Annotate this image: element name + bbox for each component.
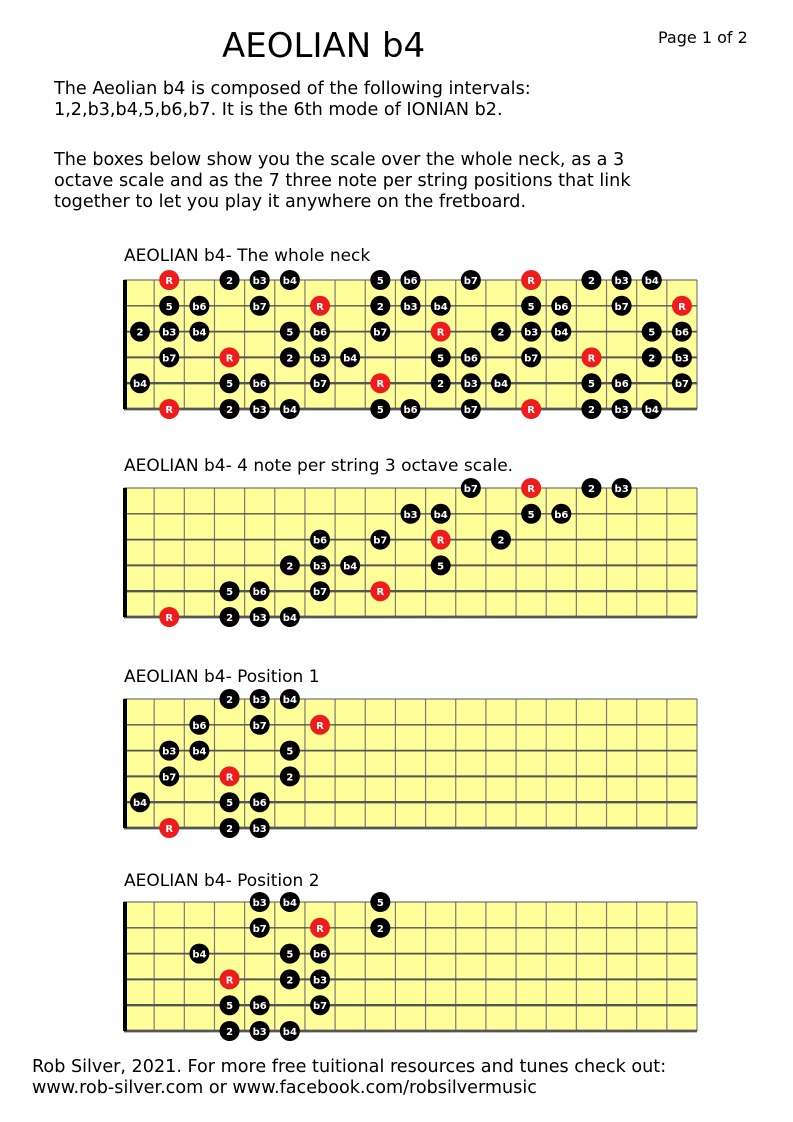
note-label: 5 [587, 379, 595, 391]
note-label: 2 [376, 301, 384, 313]
scale-note-marker [642, 270, 662, 290]
scale-note-marker [642, 347, 662, 367]
note-label: b4 [493, 379, 509, 391]
note-label: b7 [312, 379, 328, 391]
nut [123, 902, 127, 1031]
note-label: b6 [312, 535, 328, 547]
note-label: 5 [527, 509, 535, 521]
note-label: b4 [433, 509, 448, 521]
note-label: b3 [252, 405, 267, 416]
note-label: 5 [226, 587, 234, 599]
note-label: 5 [376, 276, 384, 287]
note-label: b6 [403, 405, 418, 416]
scale-note-marker [642, 399, 662, 419]
scale-note-marker [310, 347, 330, 367]
scale-note-marker [431, 347, 451, 367]
note-label: b3 [312, 353, 328, 365]
note-label: b6 [674, 327, 689, 339]
note-label: 5 [286, 327, 294, 339]
note-label: b6 [192, 301, 207, 313]
scale-note-marker [130, 322, 150, 342]
scale-note-marker [310, 944, 330, 964]
scale-note-marker [521, 322, 541, 342]
fretboard-whole-neck [0, 268, 793, 418]
scale-note-marker [401, 296, 421, 316]
note-label: 2 [648, 353, 656, 365]
note-label: R [527, 484, 535, 495]
scale-note-marker [521, 504, 541, 524]
scale-note-marker [340, 555, 360, 575]
note-label: b6 [463, 353, 478, 365]
scale-note-marker [461, 373, 481, 393]
root-note-marker [159, 399, 179, 419]
note-label: 2 [226, 613, 234, 624]
note-label: b4 [132, 379, 148, 391]
note-label: b4 [282, 405, 297, 416]
scale-note-marker [461, 270, 481, 290]
scale-note-marker [250, 818, 270, 838]
note-label: b4 [433, 301, 448, 313]
scale-note-marker [220, 818, 240, 838]
scale-note-marker [280, 322, 300, 342]
note-label: b4 [192, 949, 207, 961]
note-label: 2 [226, 1027, 234, 1038]
scale-note-marker [220, 1021, 240, 1041]
note-label: 5 [226, 798, 234, 810]
root-note-marker [310, 918, 330, 938]
scale-note-marker [612, 373, 632, 393]
scale-note-marker [250, 270, 270, 290]
note-label: 2 [286, 772, 294, 784]
scale-note-marker [310, 581, 330, 601]
note-label: 2 [286, 975, 294, 987]
note-label: R [316, 301, 324, 313]
root-note-marker [431, 530, 451, 550]
scale-note-marker [130, 373, 150, 393]
note-label: b6 [312, 949, 328, 961]
scale-note-marker [220, 373, 240, 393]
note-label: 2 [136, 327, 144, 339]
scale-note-marker [491, 373, 511, 393]
scale-note-marker [250, 607, 270, 627]
scale-note-marker [401, 504, 421, 524]
note-label: b7 [252, 720, 267, 732]
fretboard-three-octave [0, 476, 793, 626]
root-note-marker [220, 347, 240, 367]
scale-note-marker [370, 399, 390, 419]
note-label: 2 [497, 535, 505, 547]
page-title: AEOLIAN b4 [222, 26, 426, 66]
scale-note-marker [431, 373, 451, 393]
scale-note-marker [672, 347, 692, 367]
scale-note-marker [672, 322, 692, 342]
scale-note-marker [340, 347, 360, 367]
scale-note-marker [310, 530, 330, 550]
scale-note-marker [551, 322, 571, 342]
root-note-marker [159, 818, 179, 838]
note-label: R [225, 975, 234, 987]
scale-note-marker [220, 581, 240, 601]
note-label: R [527, 405, 535, 416]
scale-note-marker [431, 296, 451, 316]
scale-note-marker [370, 892, 390, 912]
note-label: b7 [252, 923, 267, 935]
note-label: 5 [437, 561, 445, 573]
note-label: b3 [674, 353, 689, 365]
scale-note-marker [310, 322, 330, 342]
scale-note-marker [250, 689, 270, 709]
scale-note-marker [280, 555, 300, 575]
note-label: b4 [192, 327, 207, 339]
scale-note-marker [431, 555, 451, 575]
root-note-marker [672, 296, 692, 316]
note-label: R [225, 353, 234, 365]
scale-note-marker [310, 555, 330, 575]
note-label: 2 [587, 276, 595, 287]
note-label: b7 [524, 353, 539, 365]
scale-note-marker [491, 322, 511, 342]
diagram-title-whole-neck: AEOLIAN b4- The whole neck [124, 246, 371, 266]
root-note-marker [159, 270, 179, 290]
note-label: b3 [614, 405, 629, 416]
note-label: b3 [312, 561, 328, 573]
note-label: R [678, 301, 686, 313]
note-label: 5 [286, 949, 294, 961]
note-label: b3 [463, 379, 478, 391]
note-label: R [225, 772, 234, 784]
note-label: b3 [252, 898, 267, 909]
description-paragraph [54, 150, 754, 213]
scale-note-marker [310, 373, 330, 393]
scale-note-marker [189, 944, 209, 964]
scale-note-marker [220, 995, 240, 1015]
note-label: 5 [376, 898, 384, 909]
footer [32, 1057, 666, 1099]
note-label: b6 [252, 798, 267, 810]
scale-note-marker [280, 270, 300, 290]
scale-note-marker [581, 270, 601, 290]
scale-note-marker [280, 689, 300, 709]
root-note-marker [220, 969, 240, 989]
note-label: R [165, 613, 174, 624]
note-label: 5 [226, 379, 234, 391]
scale-note-marker [642, 322, 662, 342]
note-label: b3 [252, 1027, 267, 1038]
note-label: R [316, 923, 324, 935]
scale-note-marker [250, 296, 270, 316]
nut [123, 488, 127, 617]
note-label: b4 [282, 898, 297, 909]
scale-note-marker [310, 969, 330, 989]
scale-note-marker [280, 399, 300, 419]
scale-note-marker [159, 296, 179, 316]
scale-note-marker [612, 270, 632, 290]
root-note-marker [310, 715, 330, 735]
scale-note-marker [521, 347, 541, 367]
scale-note-marker [280, 892, 300, 912]
root-note-marker [521, 478, 541, 498]
scale-note-marker [250, 581, 270, 601]
scale-note-marker [612, 399, 632, 419]
diagram-title-position-1: AEOLIAN b4- Position 1 [124, 667, 320, 687]
note-label: b6 [192, 720, 207, 732]
scale-note-marker [189, 715, 209, 735]
note-label: b3 [252, 824, 267, 835]
scale-note-marker [250, 892, 270, 912]
note-label: b7 [252, 301, 267, 313]
root-note-marker [581, 347, 601, 367]
scale-note-marker [521, 296, 541, 316]
scale-note-marker [370, 918, 390, 938]
scale-note-marker [612, 478, 632, 498]
description-line: together to let you play it anywhere on the fretboard. [54, 192, 527, 212]
scale-note-marker [250, 918, 270, 938]
scale-note-marker [159, 766, 179, 786]
scale-note-marker [280, 741, 300, 761]
root-note-marker [370, 373, 390, 393]
scale-note-marker [159, 741, 179, 761]
scale-note-marker [280, 969, 300, 989]
note-label: 2 [497, 327, 505, 339]
scale-note-marker [280, 766, 300, 786]
note-label: b6 [252, 587, 267, 599]
scale-note-marker [461, 347, 481, 367]
scale-note-marker [370, 322, 390, 342]
scale-note-marker [220, 792, 240, 812]
scale-note-marker [250, 373, 270, 393]
note-label: b3 [312, 975, 328, 987]
scale-note-marker [461, 478, 481, 498]
note-label: b3 [403, 301, 418, 313]
scale-note-marker [581, 399, 601, 419]
scale-note-marker [280, 944, 300, 964]
note-label: R [436, 327, 445, 339]
note-label: b7 [674, 379, 689, 391]
scale-note-marker [280, 1021, 300, 1041]
note-label: b6 [312, 327, 328, 339]
note-label: R [165, 405, 174, 416]
note-label: 5 [286, 746, 294, 758]
note-label: b4 [282, 695, 297, 706]
scale-note-marker [189, 741, 209, 761]
page-indicator: Page 1 of 2 [658, 28, 748, 47]
scale-note-marker [491, 530, 511, 550]
scale-note-marker [370, 530, 390, 550]
fretboard-position-2 [0, 890, 793, 1040]
note-label: b7 [373, 535, 388, 547]
scale-note-marker [461, 399, 481, 419]
scale-note-marker [551, 296, 571, 316]
nut [123, 280, 127, 409]
scale-note-marker [250, 995, 270, 1015]
note-label: b4 [554, 327, 569, 339]
note-label: b6 [554, 509, 569, 521]
scale-note-marker [431, 504, 451, 524]
scale-note-marker [581, 373, 601, 393]
note-label: b6 [403, 276, 418, 287]
scale-note-marker [310, 995, 330, 1015]
note-label: 5 [648, 327, 656, 339]
note-label: b3 [162, 746, 177, 758]
nut [123, 699, 127, 828]
scale-note-marker [130, 792, 150, 812]
note-label: b4 [192, 746, 207, 758]
scale-note-marker [370, 270, 390, 290]
note-label: R [376, 587, 385, 599]
note-label: b3 [252, 276, 267, 287]
note-label: R [376, 379, 385, 391]
scale-note-marker [280, 607, 300, 627]
description-line: octave scale and as the 7 three note per string positions that link [54, 171, 631, 191]
fretboard-background [124, 699, 697, 828]
note-label: 2 [437, 379, 445, 391]
note-label: 2 [286, 353, 294, 365]
fretboard-position-1 [0, 687, 793, 837]
note-label: 5 [527, 301, 535, 313]
note-label: b4 [343, 561, 358, 573]
note-label: b3 [614, 276, 629, 287]
scale-note-marker [159, 347, 179, 367]
note-label: b4 [132, 798, 148, 810]
scale-note-marker [401, 270, 421, 290]
note-label: 2 [587, 405, 595, 416]
note-label: b3 [524, 327, 539, 339]
footer-links: www.rob-silver.com or www.facebook.com/robsilvermusic [32, 1078, 537, 1098]
note-label: b3 [252, 695, 267, 706]
scale-note-marker [250, 715, 270, 735]
note-label: 2 [226, 824, 234, 835]
scale-note-marker [189, 322, 209, 342]
note-label: b7 [463, 484, 478, 495]
note-label: b4 [343, 353, 358, 365]
note-label: 2 [376, 923, 384, 935]
intro-line: 1,2,b3,b4,5,b6,b7. It is the 6th mode of IONIAN b2. [54, 100, 503, 120]
note-label: 5 [165, 301, 173, 313]
note-label: b6 [614, 379, 629, 391]
note-label: R [587, 353, 596, 365]
note-label: 5 [437, 353, 445, 365]
root-note-marker [370, 581, 390, 601]
scale-note-marker [370, 296, 390, 316]
scale-note-marker [220, 270, 240, 290]
note-label: b4 [282, 613, 297, 624]
root-note-marker [521, 399, 541, 419]
note-label: R [436, 535, 445, 547]
scale-note-marker [220, 607, 240, 627]
note-label: 2 [226, 695, 234, 706]
scale-note-marker [612, 296, 632, 316]
scale-note-marker [551, 504, 571, 524]
root-note-marker [521, 270, 541, 290]
note-label: b7 [614, 301, 629, 313]
diagram-title-position-2: AEOLIAN b4- Position 2 [124, 871, 320, 891]
note-label: 2 [286, 561, 294, 573]
note-label: b3 [162, 327, 177, 339]
scale-note-marker [189, 296, 209, 316]
note-label: 2 [226, 276, 234, 287]
scale-note-marker [250, 792, 270, 812]
scale-note-marker [220, 689, 240, 709]
scale-note-marker [581, 478, 601, 498]
note-label: b4 [644, 276, 659, 287]
scale-note-marker [280, 347, 300, 367]
note-label: b3 [614, 484, 629, 495]
scale-note-marker [159, 322, 179, 342]
note-label: 2 [226, 405, 234, 416]
note-label: R [165, 824, 174, 835]
scale-note-marker [672, 373, 692, 393]
note-label: 5 [376, 405, 384, 416]
scale-note-marker [250, 1021, 270, 1041]
root-note-marker [159, 607, 179, 627]
note-label: b6 [252, 1001, 267, 1013]
scale-note-marker [220, 399, 240, 419]
root-note-marker [220, 766, 240, 786]
note-label: b3 [252, 613, 267, 624]
note-label: 5 [226, 1001, 234, 1013]
fretboard-background [124, 902, 697, 1031]
note-label: R [527, 276, 535, 287]
description-line: The boxes below show you the scale over the whole neck, as a 3 [54, 150, 625, 170]
note-label: b6 [252, 379, 267, 391]
note-label: b7 [162, 772, 177, 784]
note-label: b4 [282, 1027, 297, 1038]
footer-credit: Rob Silver, 2021. For more free tuitional resources and tunes check out: [32, 1057, 667, 1077]
root-note-marker [431, 322, 451, 342]
note-label: b6 [554, 301, 569, 313]
scale-note-marker [250, 399, 270, 419]
note-label: b3 [403, 509, 418, 521]
note-label: 2 [587, 484, 595, 495]
note-label: b7 [312, 587, 328, 599]
diagram-title-three-octave: AEOLIAN b4- 4 note per string 3 octave scale. [124, 456, 514, 476]
note-label: b7 [463, 405, 478, 416]
root-note-marker [310, 296, 330, 316]
note-label: b7 [463, 276, 478, 287]
note-label: R [316, 720, 324, 732]
note-label: b7 [162, 353, 177, 365]
scale-note-marker [401, 399, 421, 419]
intro-line: The Aeolian b4 is composed of the following intervals: [54, 79, 531, 99]
note-label: b7 [373, 327, 388, 339]
intro-paragraph [54, 79, 754, 121]
note-label: b4 [644, 405, 659, 416]
note-label: b7 [312, 1001, 328, 1013]
note-label: R [165, 276, 174, 287]
note-label: b4 [282, 276, 297, 287]
